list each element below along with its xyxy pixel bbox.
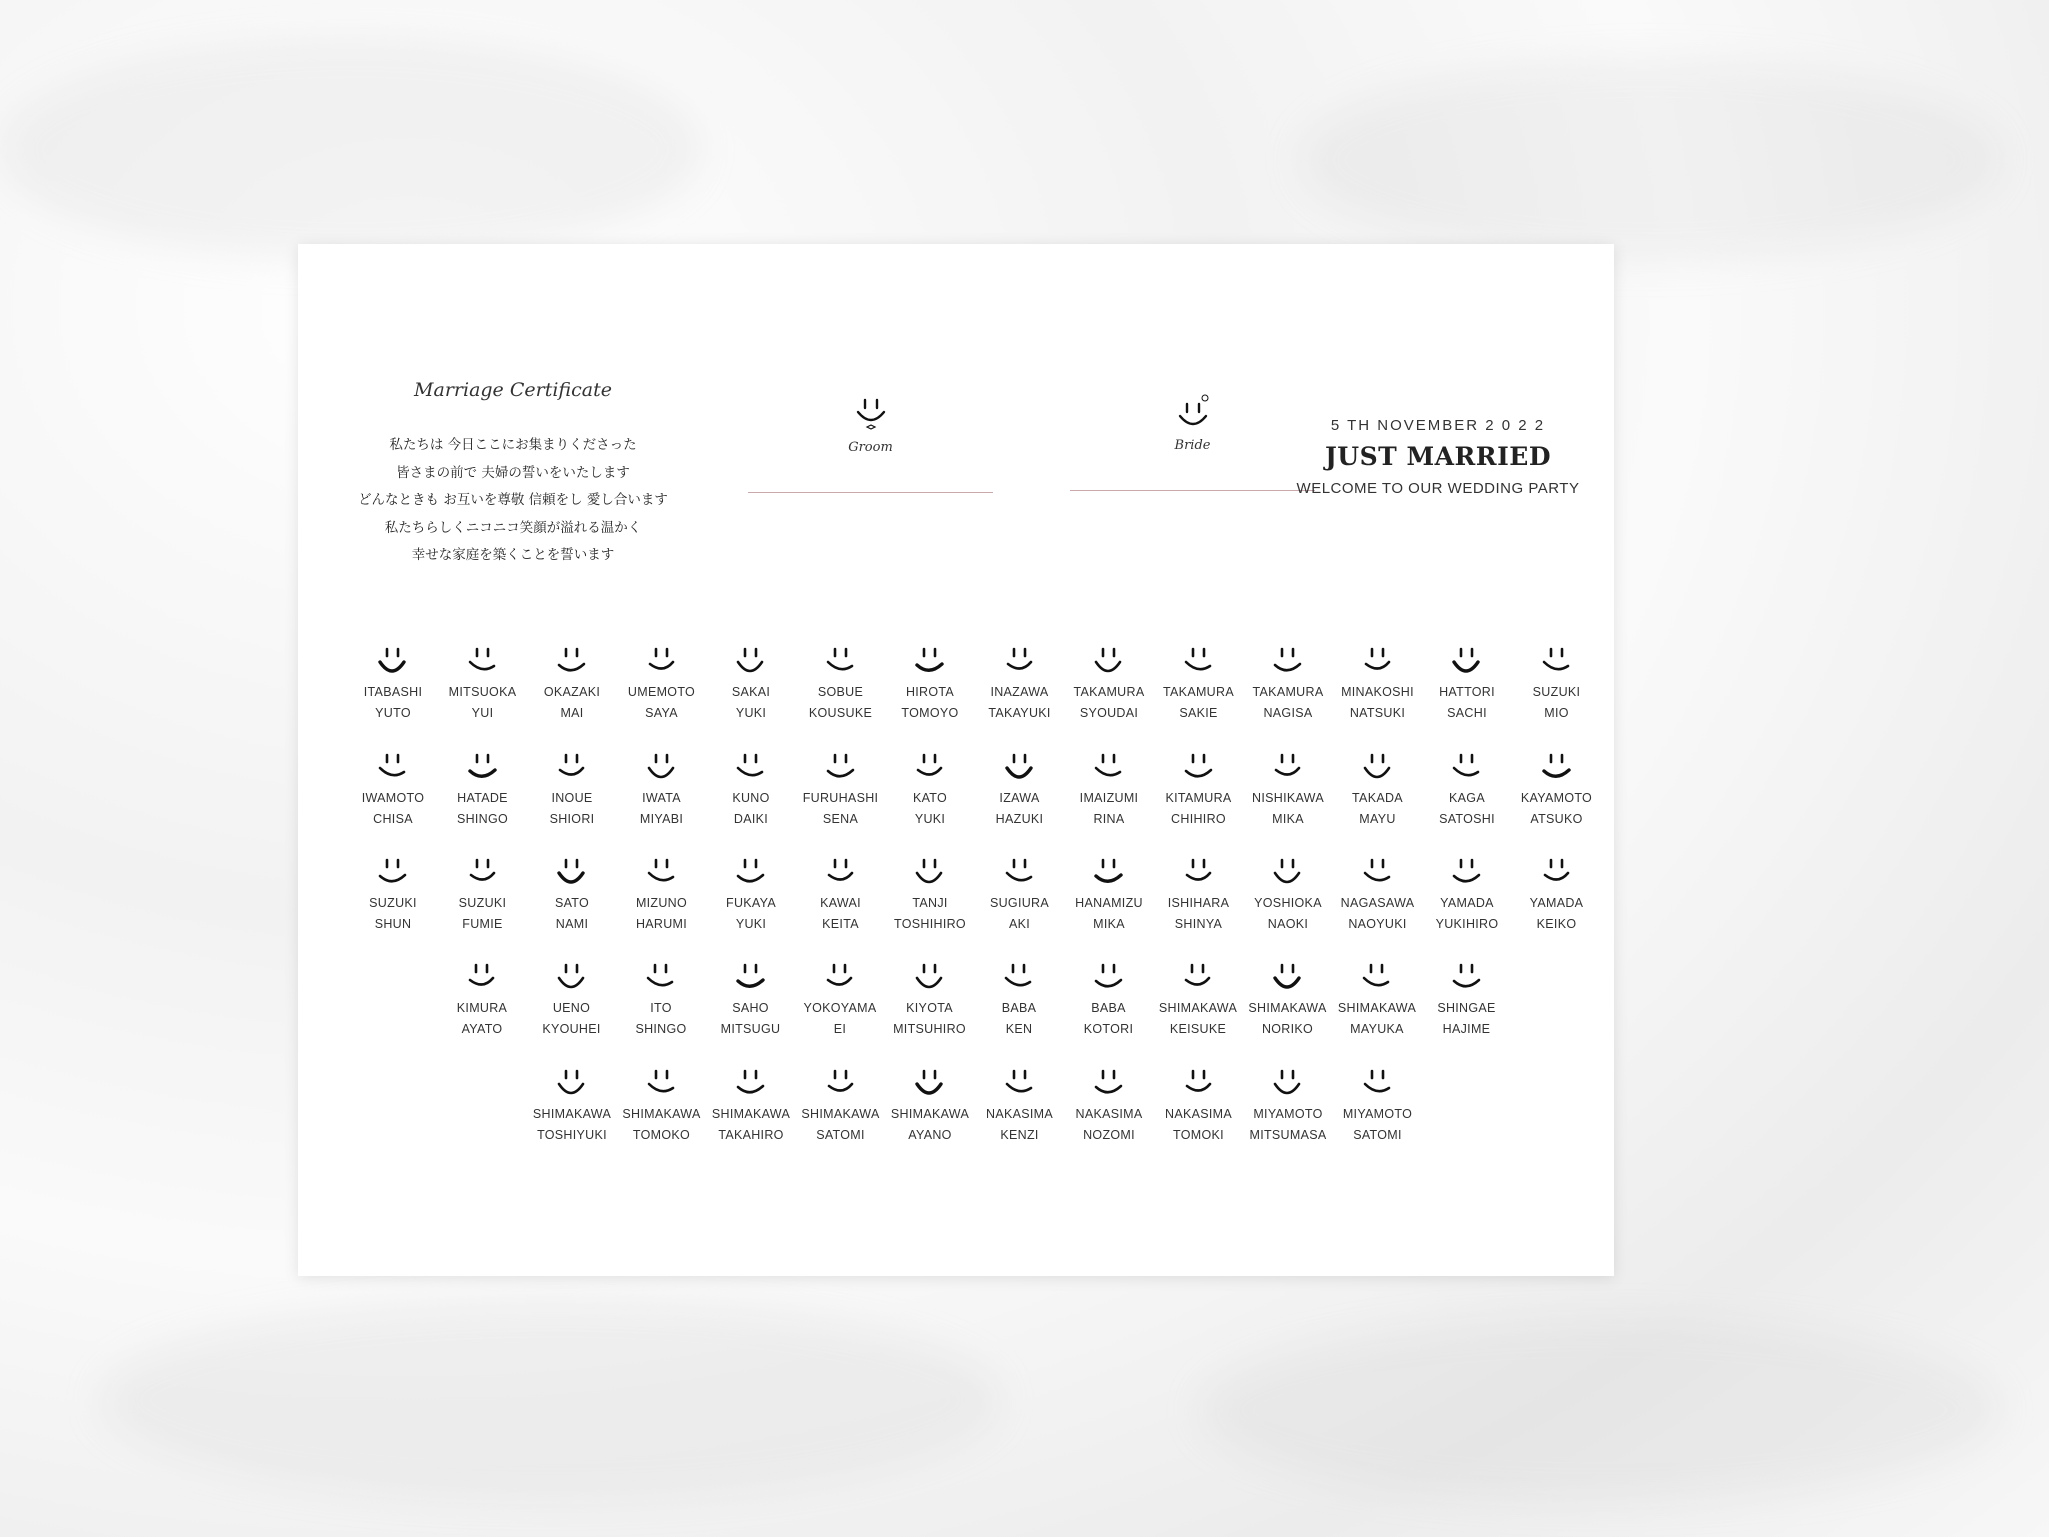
guest-surname: MINAKOSHI (1341, 685, 1414, 699)
guest-entry (1240, 750, 1336, 830)
vows-text (358, 432, 668, 570)
guest-given-name: YUKI (735, 917, 767, 931)
guest-entry (1419, 960, 1515, 1040)
smiley-face-icon (370, 644, 416, 682)
smiley-face-icon (997, 855, 1043, 893)
guest-given-name: SATOMI (816, 1128, 865, 1142)
guest-given-name: SATOMI (1353, 1128, 1402, 1142)
guest-given-name: YUTO (375, 706, 411, 720)
guest-surname: NAKASIMA (986, 1107, 1053, 1121)
guest-given-name: MITSUMASA (1249, 1128, 1327, 1142)
guest-entry (1509, 644, 1605, 724)
guest-given-name: NORIKO (1261, 1022, 1314, 1036)
guest-given-name: HAZUKI (995, 812, 1044, 826)
guest-given-name: SHUN (374, 917, 412, 931)
guest-surname: MITSUOKA (448, 685, 517, 699)
smiley-face-icon (1534, 750, 1580, 788)
guest-given-name: SHIORI (549, 812, 595, 826)
smiley-face-icon (459, 960, 505, 998)
guest-given-name: NAGISA (1263, 706, 1313, 720)
smiley-face-icon (1175, 960, 1221, 998)
guest-given-name: HARUMI (635, 917, 688, 931)
guest-entry (1419, 855, 1515, 935)
groom-label: Groom (848, 440, 893, 455)
groom-signature-block (748, 394, 993, 455)
guest-surname: TAKADA (1352, 791, 1403, 805)
guest-given-name: SYOUDAI (1079, 706, 1139, 720)
guest-given-name: DAIKI (733, 812, 769, 826)
guest-given-name: TOMOYO (901, 706, 959, 720)
guest-surname: INAZAWA (990, 685, 1049, 699)
guest-given-name: NAMI (555, 917, 589, 931)
smiley-face-icon (907, 1066, 953, 1104)
smiley-face-icon (728, 750, 774, 788)
guest-given-name: SHINGO (635, 1022, 687, 1036)
guest-given-name: YUKI (914, 812, 946, 826)
guest-entry (524, 750, 620, 830)
guest-entry (614, 1066, 710, 1146)
guest-entry (524, 960, 620, 1040)
bride-smiley-icon (1171, 392, 1215, 432)
guest-given-name: CHISA (373, 812, 413, 826)
guest-entry (703, 855, 799, 935)
guest-entry (793, 855, 889, 935)
guest-surname: SATO (554, 896, 590, 910)
guest-surname: TAKAMURA (1163, 685, 1234, 699)
smiley-face-icon (460, 750, 506, 788)
guest-given-name: KEISUKE (1169, 1022, 1227, 1036)
event-date: 5 TH NOVEMBER 2 0 2 2 (1330, 417, 1546, 434)
guest-given-name: MIO (1544, 706, 1569, 720)
guest-given-name: NAOYUKI (1348, 917, 1407, 931)
guest-surname: KAWAI (820, 896, 861, 910)
guest-given-name: FUMIE (462, 917, 503, 931)
guest-given-name: RINA (1093, 812, 1125, 826)
smiley-face-icon (549, 1066, 595, 1104)
guest-entry (972, 644, 1068, 724)
smiley-face-icon (1086, 960, 1132, 998)
guest-surname: UENO (552, 1001, 591, 1015)
guest-given-name: AYANO (908, 1128, 952, 1142)
smiley-face-icon (996, 960, 1042, 998)
guest-given-name: NOZOMI (1083, 1128, 1135, 1142)
guest-entry (1329, 960, 1425, 1040)
groom-signature-line[interactable] (748, 492, 993, 493)
smiley-face-icon (639, 1066, 685, 1104)
guest-surname: SHIMAKAWA (622, 1107, 701, 1121)
smiley-face-icon (818, 1066, 864, 1104)
certificate-sheet (298, 244, 1614, 1276)
guest-surname: MIYAMOTO (1342, 1107, 1413, 1121)
guest-given-name: YUKIHIRO (1435, 917, 1499, 931)
guest-entry (435, 750, 531, 830)
guest-surname: SHIMAKAWA (890, 1107, 970, 1121)
guest-surname: INOUE (551, 791, 593, 805)
guest-entry (972, 750, 1068, 830)
groom-smiley-icon (849, 394, 893, 434)
smiley-face-icon (728, 855, 774, 893)
guest-entry (435, 644, 531, 724)
smiley-face-icon (1265, 644, 1311, 682)
smiley-face-icon (1176, 644, 1222, 682)
smiley-face-icon (1355, 1066, 1401, 1104)
smiley-face-icon (1176, 1066, 1222, 1104)
smiley-face-icon (370, 750, 416, 788)
guest-surname: KAYAMOTO (1520, 791, 1593, 805)
guest-surname: SAHO (732, 1001, 769, 1015)
smiley-face-icon (1265, 750, 1311, 788)
guest-entry (345, 855, 441, 935)
guest-entry (882, 750, 978, 830)
guest-surname: HATTORI (1439, 685, 1495, 699)
guest-entry (703, 750, 799, 830)
guest-entry (793, 750, 889, 830)
guest-entry (1061, 644, 1157, 724)
guest-given-name: TAKAHIRO (718, 1128, 784, 1142)
guest-surname: FURUHASHI (802, 791, 879, 805)
guest-given-name: SHINYA (1174, 917, 1223, 931)
guest-entry (1151, 855, 1247, 935)
guest-entry (1330, 750, 1426, 830)
guest-entry (793, 644, 889, 724)
smiley-face-icon (460, 855, 506, 893)
certificate-title: Marriage Certificate (414, 379, 612, 401)
guest-given-name: YUI (471, 706, 494, 720)
smiley-face-icon (639, 855, 685, 893)
smiley-face-icon (1086, 855, 1132, 893)
event-headline: JUST MARRIED (1324, 442, 1552, 471)
guest-surname: SHIMAKAWA (1158, 1001, 1238, 1015)
guest-entry (1240, 644, 1336, 724)
smiley-face-icon (639, 750, 685, 788)
guest-surname: KAGA (1449, 791, 1485, 805)
guest-entry (1509, 855, 1605, 935)
guest-given-name: MIKA (1093, 917, 1125, 931)
smiley-face-icon (1086, 1066, 1132, 1104)
guest-given-name: MAYU (1359, 812, 1396, 826)
smiley-face-icon (460, 644, 506, 682)
guest-given-name: TOMOKO (632, 1128, 691, 1142)
guest-surname: IZAWA (999, 791, 1040, 805)
smiley-face-icon (1086, 644, 1132, 682)
guest-entry (435, 855, 531, 935)
smiley-face-icon (818, 644, 864, 682)
guest-given-name: YUKI (735, 706, 767, 720)
guest-surname: SAKAI (731, 685, 771, 699)
guest-entry (882, 960, 978, 1040)
guest-entry (1330, 855, 1426, 935)
smiley-face-icon (1176, 855, 1222, 893)
guest-given-name: KEIKO (1536, 917, 1577, 931)
guest-surname: NISHIKAWA (1252, 791, 1324, 805)
guest-surname: TAKAMURA (1252, 685, 1324, 699)
guest-entry (1240, 855, 1336, 935)
smiley-face-icon (1355, 750, 1401, 788)
guest-surname: TAKAMURA (1073, 685, 1145, 699)
guest-surname: SHINGAE (1437, 1001, 1496, 1015)
guest-entry (1330, 1066, 1426, 1146)
guest-given-name: MIYABI (639, 812, 684, 826)
guest-surname: OKAZAKI (543, 685, 601, 699)
smiley-face-icon (1444, 644, 1490, 682)
guest-entry (792, 960, 888, 1040)
smiley-face-icon (1534, 855, 1580, 893)
guest-surname: KITAMURA (1165, 791, 1232, 805)
smiley-face-icon (907, 750, 953, 788)
guest-entry (524, 644, 620, 724)
guest-given-name: SHINGO (456, 812, 509, 826)
guest-surname: ISHIHARA (1167, 896, 1230, 910)
guest-given-name: KYOUHEI (542, 1022, 601, 1036)
guest-surname: BABA (1001, 1001, 1037, 1015)
guest-entry (434, 960, 530, 1040)
guest-surname: SHIMAKAWA (532, 1107, 612, 1121)
smiley-face-icon (638, 960, 684, 998)
guest-surname: SHIMAKAWA (1248, 1001, 1327, 1015)
guest-entry (1151, 1066, 1247, 1146)
guest-given-name: KENZI (1000, 1128, 1039, 1142)
guest-entry (1151, 644, 1247, 724)
welcome-text: WELCOME TO OUR WEDDING PARTY (1296, 480, 1580, 497)
smiley-face-icon (728, 960, 774, 998)
guest-entry (1061, 1066, 1157, 1146)
smiley-face-icon (549, 960, 595, 998)
guest-given-name: MAYUKA (1350, 1022, 1404, 1036)
guest-surname: SHIMAKAWA (711, 1107, 791, 1121)
guest-given-name: MITSUGU (720, 1022, 781, 1036)
smiley-face-icon (1444, 960, 1490, 998)
guest-given-name: ATSUKO (1530, 812, 1583, 826)
guest-entry (882, 1066, 978, 1146)
smiley-face-icon (817, 960, 863, 998)
guest-given-name: SENA (822, 812, 859, 826)
smiley-face-icon (818, 855, 864, 893)
guest-entry (882, 855, 978, 935)
smiley-face-icon (549, 855, 595, 893)
smiley-face-icon (1444, 855, 1490, 893)
guest-surname: IWAMOTO (361, 791, 425, 805)
guest-given-name: AKI (1008, 917, 1031, 931)
guest-given-name: SAYA (645, 706, 678, 720)
guest-given-name: TOSHIHIRO (894, 917, 966, 931)
guest-surname: HATADE (457, 791, 508, 805)
guest-given-name: MIKA (1272, 812, 1304, 826)
guest-surname: SHIMAKAWA (1337, 1001, 1417, 1015)
guest-given-name: MITSUHIRO (893, 1022, 966, 1036)
guest-surname: NAKASIMA (1165, 1107, 1232, 1121)
smiley-face-icon (1265, 855, 1311, 893)
guest-entry (1419, 644, 1515, 724)
guest-surname: KUNO (732, 791, 770, 805)
vow-line: 私たちらしくニコニコ笑顔が溢れる温かく (384, 519, 642, 536)
smiley-face-icon (997, 644, 1043, 682)
guest-entry (972, 1066, 1068, 1146)
guest-surname: YAMADA (1440, 896, 1494, 910)
guest-surname: MIYAMOTO (1253, 1107, 1323, 1121)
guest-surname: IWATA (642, 791, 681, 805)
guest-entry (1150, 960, 1246, 1040)
guest-given-name: EI (833, 1022, 847, 1036)
smiley-face-icon (997, 750, 1043, 788)
guest-entry (882, 644, 978, 724)
guest-surname: NAKASIMA (1075, 1107, 1143, 1121)
vow-line: 皆さまの前で 夫婦の誓いをいたします (396, 464, 630, 481)
guest-entry (614, 855, 710, 935)
guest-surname: SUZUKI (1532, 685, 1581, 699)
guest-surname: SUZUKI (369, 896, 417, 910)
vow-line: どんなときも お互いを尊敬 信頼をし 愛し合います (358, 492, 668, 508)
guest-surname: TANJI (912, 896, 948, 910)
guest-surname: KATO (912, 791, 948, 805)
bride-label: Bride (1174, 438, 1211, 453)
guest-entry (614, 644, 710, 724)
guest-surname: HANAMIZU (1075, 896, 1143, 910)
guest-given-name: SATOSHI (1439, 812, 1495, 826)
guest-entry (1509, 750, 1605, 830)
smiley-face-icon (1534, 644, 1580, 682)
guest-entry (345, 750, 441, 830)
smiley-face-icon (1086, 750, 1132, 788)
guest-entry (1151, 750, 1247, 830)
smiley-face-icon (549, 750, 595, 788)
guest-surname: SOBUE (817, 685, 864, 699)
guest-given-name: KEN (1005, 1022, 1033, 1036)
guest-given-name: HAJIME (1442, 1022, 1491, 1036)
smiley-face-icon (997, 1066, 1043, 1104)
guest-entry (1240, 1066, 1336, 1146)
guest-given-name: NAOKI (1267, 917, 1309, 931)
guest-given-name: CHIHIRO (1171, 812, 1226, 826)
smiley-face-icon (370, 855, 416, 893)
smiley-face-icon (1444, 750, 1490, 788)
guest-entry (703, 644, 799, 724)
smiley-face-icon (1355, 855, 1401, 893)
guest-surname: YAMADA (1529, 896, 1584, 910)
guest-entry (613, 960, 709, 1040)
guest-entry (703, 960, 799, 1040)
vow-line: 幸せな家庭を築くことを誓います (411, 547, 615, 563)
guest-entry (1330, 644, 1426, 724)
guest-given-name: KOTORI (1083, 1022, 1134, 1036)
guest-entry (345, 644, 441, 724)
guest-given-name: TOMOKI (1173, 1128, 1224, 1142)
guest-entry (1419, 750, 1515, 830)
guest-given-name: KEITA (822, 917, 859, 931)
guest-surname: ITABASHI (363, 685, 423, 699)
guest-entry (1061, 750, 1157, 830)
guest-entry (703, 1066, 799, 1146)
guest-given-name: NATSUKI (1349, 706, 1406, 720)
guest-entry (972, 855, 1068, 935)
smiley-face-icon (818, 750, 864, 788)
smiley-face-icon (549, 644, 595, 682)
guest-surname: IMAIZUMI (1079, 791, 1139, 805)
smiley-face-icon (639, 644, 685, 682)
smiley-face-icon (1265, 1066, 1311, 1104)
smiley-face-icon (728, 644, 774, 682)
guest-given-name: KOUSUKE (808, 706, 873, 720)
guest-surname: KIMURA (456, 1001, 508, 1015)
guest-surname: NAGASAWA (1340, 896, 1415, 910)
guest-surname: HIROTA (905, 685, 955, 699)
guest-surname: YOSHIOKA (1254, 896, 1322, 910)
guest-surname: SHIMAKAWA (801, 1107, 880, 1121)
guest-surname: ITO (650, 1001, 672, 1015)
smiley-face-icon (728, 1066, 774, 1104)
guest-entry (971, 960, 1067, 1040)
smiley-face-icon (1176, 750, 1222, 788)
smiley-face-icon (907, 855, 953, 893)
guest-entry (524, 855, 620, 935)
guest-entry (1061, 855, 1157, 935)
guest-entry (1240, 960, 1336, 1040)
smiley-face-icon (1265, 960, 1311, 998)
guest-given-name: SACHI (1447, 706, 1487, 720)
guest-given-name: AYATO (461, 1022, 503, 1036)
smiley-face-icon (1354, 960, 1400, 998)
smiley-face-icon (1355, 644, 1401, 682)
guest-given-name: MAI (560, 706, 584, 720)
guest-surname: YOKOYAMA (803, 1001, 877, 1015)
guest-surname: UMEMOTO (627, 685, 696, 699)
smiley-face-icon (907, 644, 953, 682)
guest-given-name: TAKAYUKI (988, 706, 1051, 720)
guest-surname: KIYOTA (906, 1001, 953, 1015)
guest-entry (524, 1066, 620, 1146)
guest-surname: BABA (1091, 1001, 1126, 1015)
guest-entry (614, 750, 710, 830)
guest-surname: SUGIURA (989, 896, 1050, 910)
guest-given-name: TOSHIYUKI (537, 1128, 607, 1142)
guest-given-name: SAKIE (1179, 706, 1218, 720)
guest-surname: MIZUNO (635, 896, 688, 910)
guest-surname: SUZUKI (458, 896, 507, 910)
guest-entry (793, 1066, 889, 1146)
guest-surname: FUKAYA (726, 896, 776, 910)
smiley-face-icon (907, 960, 953, 998)
vow-line: 私たちは 今日ここにお集まりくださった (389, 437, 637, 453)
guest-entry (1061, 960, 1157, 1040)
